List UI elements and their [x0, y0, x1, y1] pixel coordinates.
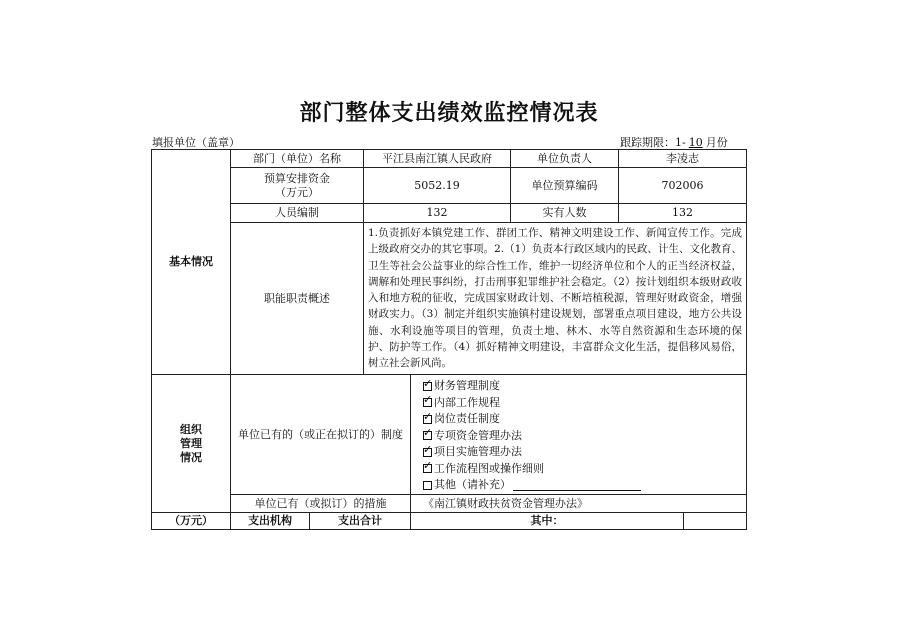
check-item-workflow[interactable]: [423, 461, 544, 478]
tracking-month: 10: [688, 136, 703, 149]
checkbox[interactable]: [423, 393, 433, 407]
check-item-special-fund[interactable]: [423, 428, 522, 445]
checkbox[interactable]: [423, 409, 433, 424]
duties-label: 职能职责概述: [230, 222, 364, 375]
budget-value: 5052.19: [363, 167, 511, 204]
spend-unit: （万元）: [151, 512, 231, 530]
system-label: 单位已有的（或正在拟订的）制度: [230, 374, 411, 495]
staff-label: 人员编制: [230, 203, 364, 223]
spend-total-header: 支出合计: [309, 512, 411, 530]
tick-icon: ✓: [423, 426, 433, 440]
tracking-suffix: 月份: [705, 136, 728, 149]
tick-icon: ✓: [423, 409, 433, 423]
other-input-line[interactable]: [513, 480, 641, 491]
checkbox[interactable]: [423, 481, 432, 490]
check-item-project[interactable]: [423, 444, 522, 461]
dept-value: 平江县南江镇人民政府: [363, 149, 511, 168]
checkbox[interactable]: [423, 376, 433, 391]
head-value: 李凌志: [618, 149, 747, 168]
check-label: 工作流程图或操作细则: [434, 461, 544, 475]
actual-label: 实有人数: [510, 203, 619, 223]
check-label: 财务管理制度: [434, 379, 500, 393]
basic-section-label: 基本情况: [151, 149, 231, 375]
check-label: 内部工作规程: [434, 395, 500, 409]
code-label: 单位预算编码: [510, 167, 619, 204]
dept-label: 部门（单位）名称: [230, 149, 364, 168]
budget-label: 预算安排资金（万元）: [230, 167, 364, 204]
checkbox[interactable]: [423, 426, 433, 440]
checkbox[interactable]: [423, 459, 433, 473]
tracking-period: [620, 134, 728, 150]
check-label: 项目实施管理办法: [434, 445, 522, 459]
system-checklist: [410, 374, 747, 495]
check-item-internal[interactable]: [423, 395, 500, 412]
check-item-finance[interactable]: [423, 378, 500, 395]
spend-among-header: 其中：: [410, 512, 684, 530]
check-label: 专项资金管理办法: [434, 428, 522, 442]
org-section-label: 组织管理情况: [151, 374, 231, 513]
page-title: 部门整体支出绩效监控情况表: [299, 101, 599, 126]
tracking-prefix: 跟踪期限：1-: [620, 136, 686, 149]
head-label: 单位负责人: [510, 149, 619, 168]
actual-value: 132: [618, 203, 747, 223]
check-label: 岗位责任制度: [434, 412, 500, 426]
duties-text: 1.负责抓好本镇党建工作、群团工作、精神文明建设工作、新闻宣传工作。完成上级政府交办的其它事项。2.（1）负责本行政区域内的民政、计生、文化教育、卫生等社会公益事业的综合性工作，维护一切经济单位和个人的正当经济权益，调解和处理民事纠纷，打击刑事犯罪维护社会稳定。（2）按计划组织本级财政收入和地方税的征收，完成国家财政计划、不断培植税源，管理好财政资金，增强财政实力。（3）制定并组织实施镇村建设规划，部署重点项目建设，地方公共设施、水利设施等项目的管理，负责土地、林木、水等自然资源和生态环境的保护、防护等工作。（4）抓好精神文明建设，丰富群众文化生活，提倡移风易俗，树立社会新风尚。: [363, 222, 747, 375]
tick-icon: ✓: [423, 442, 433, 456]
code-value: 702006: [618, 167, 747, 204]
spend-org-header: 支出机构: [230, 512, 310, 530]
spend-extra-cell: [683, 512, 747, 530]
tick-icon: ✓: [423, 459, 433, 473]
staff-value: 132: [363, 203, 511, 223]
tick-icon: ✓: [423, 393, 433, 407]
checkbox[interactable]: [423, 442, 433, 457]
tick-icon: ✓: [423, 376, 433, 390]
measures-value: 《南江镇财政扶贫资金管理办法》: [410, 494, 747, 513]
check-label: 其他（请补充）: [434, 478, 511, 492]
measures-label: 单位已有（或拟订）的措施: [230, 494, 411, 513]
fill-unit: 填报单位（盖章）: [152, 136, 240, 149]
check-item-post[interactable]: [423, 411, 500, 428]
check-item-other[interactable]: [423, 477, 641, 494]
